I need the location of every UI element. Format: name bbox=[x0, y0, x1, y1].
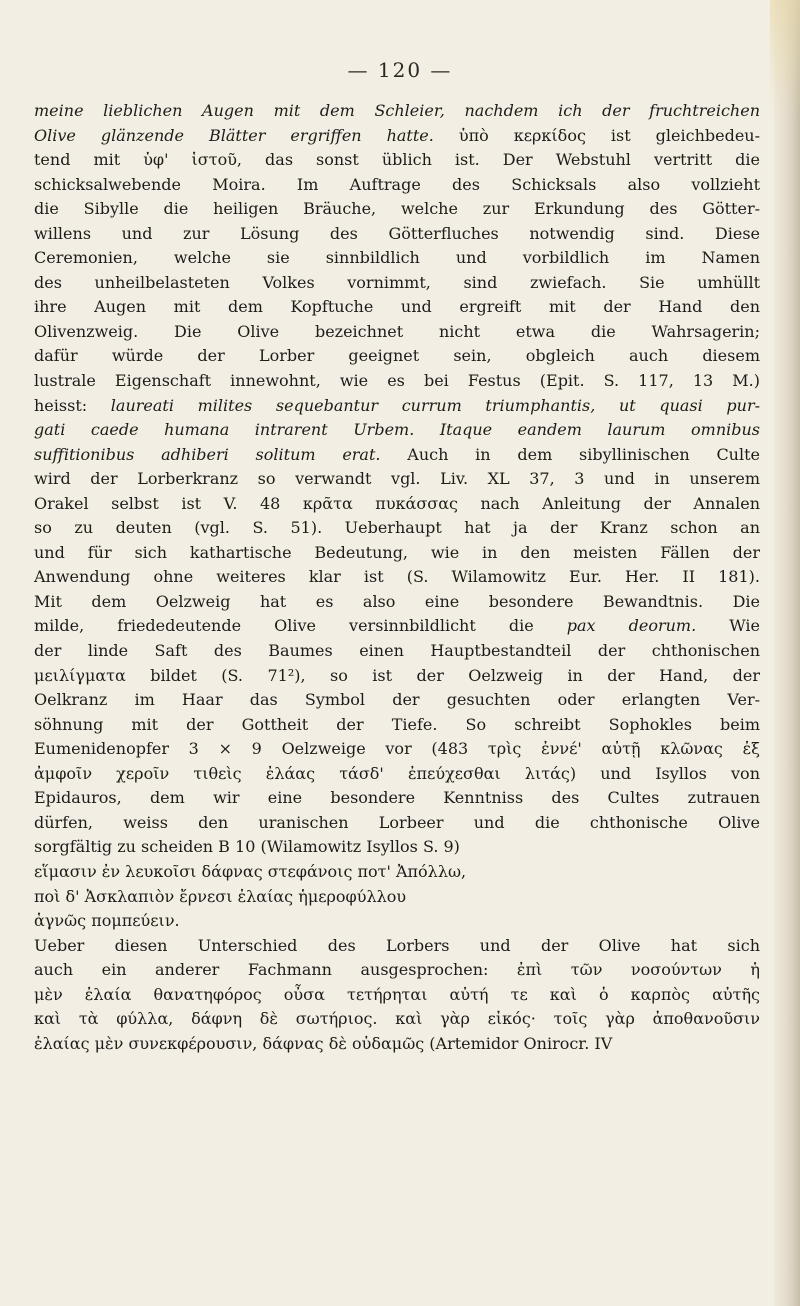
text-line: Mit dem Oelzweig hat es also eine besondere Bewandtnis. Die bbox=[34, 591, 760, 611]
text-line: Olive glänzende Blätter ergriffen hatte. ὑπὸ κερκίδος ist gleichbedeu- bbox=[34, 125, 760, 145]
text-line: μειλίγματα bildet (S. 71²), so ist der Oelzweig in der Hand, der bbox=[34, 665, 760, 685]
text-line: lustrale Eigenschaft innewohnt, wie es bei Festus (Epit. S. 117, 13 M.) bbox=[34, 371, 760, 391]
text-line: ἀμφοῖν χεροῖν τιθεὶς ἐλάας τάσδ' ἐπεύχεσθαι λιτάς) und Isyllos von bbox=[34, 763, 760, 783]
text-line: Orakel selbst ist V. 48 κρᾶτα πυκάσσας nach Anleitung der Annalen bbox=[34, 493, 760, 513]
text-line: sorgfältig zu scheiden B 10 (Wilamowitz Isyllos S. 9) bbox=[34, 837, 460, 857]
text-line: Eumenidenopfer 3 × 9 Oelzweige vor (483 τρὶς ἐννέ' αὐτῇ κλῶνας ἐξ bbox=[34, 739, 760, 759]
text-line: schicksalwebende Moira. Im Auftrage des Schicksals also vollzieht bbox=[34, 174, 760, 194]
text-line: ihre Augen mit dem Kopftuche und ergreift mit der Hand den bbox=[34, 297, 760, 317]
text-line: gati caede humana intrarent Urbem. Itaque eandem laurum omnibus bbox=[34, 420, 760, 440]
text-line: Olivenzweig. Die Olive bezeichnet nicht etwa die Wahrsagerin; bbox=[34, 321, 760, 341]
text-line: καὶ τὰ φύλλα, δάφνη δὲ σωτήριος. καὶ γὰρ εἰκός· τοῖς γὰρ ἀποθανοῦσιν bbox=[34, 1009, 760, 1029]
text-line: dafür würde der Lorber geeignet sein, obgleich auch diesem bbox=[34, 346, 760, 366]
page-number: — 120 — bbox=[347, 58, 453, 82]
text-line: wird der Lorberkranz so verwandt vgl. Liv. XL 37, 3 und in unserem bbox=[34, 469, 760, 489]
verse-line: εἵμασιν ἐν λευκοῖσι δάφνας στεφάνοις ποτ' Ἀπόλλω, bbox=[34, 861, 467, 881]
text-line: willens und zur Lösung des Götterfluches notwendig sind. Diese bbox=[34, 223, 760, 243]
text-line: so zu deuten (vgl. S. 51). Ueberhaupt hat ja der Kranz schon an bbox=[34, 518, 760, 538]
text-line: dürfen, weiss den uranischen Lorbeer und die chthonische Olive bbox=[34, 812, 760, 832]
text-line: Epidauros, dem wir eine besondere Kenntniss des Cultes zutrauen bbox=[34, 788, 760, 808]
page-edge-shadow bbox=[774, 0, 800, 1306]
body-text bbox=[34, 99, 760, 1056]
text-line: auch ein anderer Fachmann ausgesprochen: ἐπὶ τῶν νοσούντων ἡ bbox=[34, 960, 760, 980]
text-line: söhnung mit der Gottheit der Tiefe. So schreibt Sophokles beim bbox=[34, 714, 760, 734]
text-line: Oelkranz im Haar das Symbol der gesuchten oder erlangten Ver- bbox=[34, 690, 760, 710]
text-line: μὲν ἐλαία θανατηφόρος οὖσα τετήρηται αὐτή τε καὶ ὁ καρπὸς αὐτῆς bbox=[34, 984, 760, 1004]
text-line: tend mit ὑφ' ἱστοῦ, das sonst üblich ist. Der Webstuhl vertritt die bbox=[34, 150, 760, 170]
verse-line: ἁγνῶς πομπεύειν. bbox=[34, 911, 180, 931]
text-line: milde, friededeutende Olive versinnbildlicht die pax deorum. Wie bbox=[34, 616, 761, 636]
text-line: ἐλαίας μὲν συνεκφέρουσιν, δάφνας δὲ οὐδαμῶς (Artemidor Onirocr. IV bbox=[34, 1033, 613, 1053]
text-line: der linde Saft des Baumes einen Hauptbestandteil der chthonischen bbox=[34, 641, 760, 661]
text-line: Ceremonien, welche sie sinnbildlich und vorbildlich im Namen bbox=[34, 248, 760, 268]
verse-line: ποὶ δ' Ἀσκλαπιὸν ἔρνεσι ἐλαίας ἡμεροφύλλου bbox=[34, 886, 407, 906]
text-line: Anwendung ohne weiteres klar ist (S. Wilamowitz Eur. Her. II 181). bbox=[34, 567, 760, 587]
text-line: suffitionibus adhiberi solitum erat. Auch in dem sibyllinischen Culte bbox=[34, 444, 761, 464]
text-line: des unheilbelasteten Volkes vornimmt, sind zwiefach. Sie umhüllt bbox=[34, 272, 760, 292]
text-line: Ueber diesen Unterschied des Lorbers und der Olive hat sich bbox=[34, 935, 760, 955]
text-line: die Sibylle die heiligen Bräuche, welche zur Erkundung des Götter- bbox=[34, 199, 760, 219]
text-line: meine lieblichen Augen mit dem Schleier, nachdem ich der fruchtreichen bbox=[34, 101, 760, 120]
text-line: heisst: laureati milites sequebantur currum triumphantis, ut quasi pur- bbox=[34, 395, 761, 415]
text-line: und für sich kathartische Bedeutung, wie in den meisten Fällen der bbox=[34, 542, 760, 562]
